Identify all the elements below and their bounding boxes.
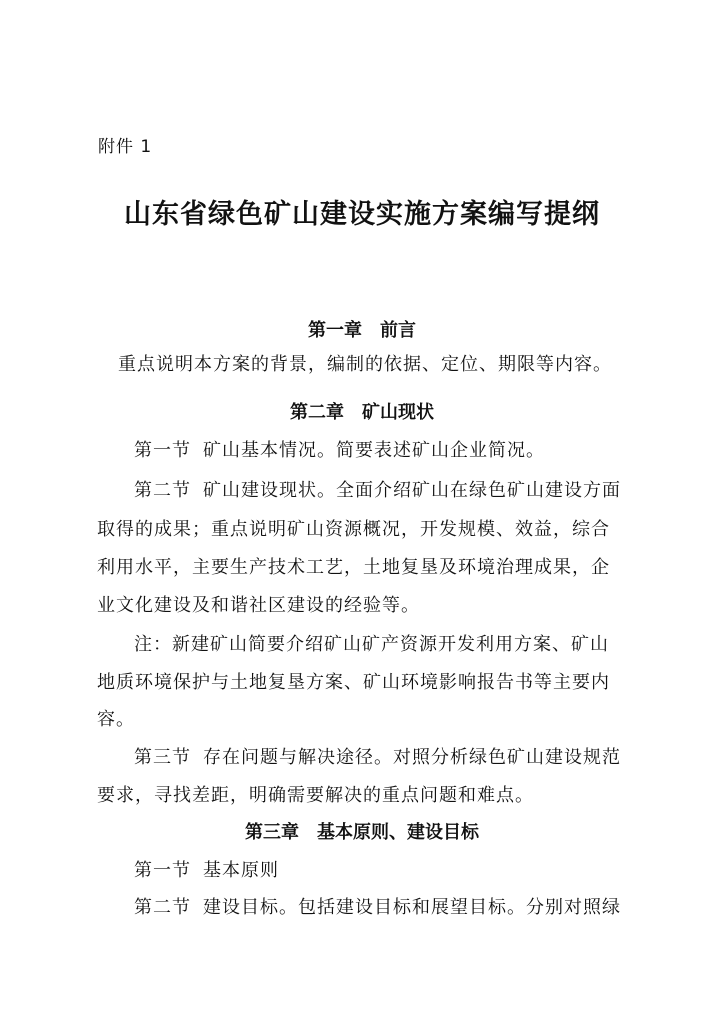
chapter2-section2-line-2: 取得的成果；重点说明矿山资源概况，开发规模、效益，综合	[97, 519, 610, 540]
section-label: 第一节	[134, 860, 191, 881]
chapter2-heading: 第二章 矿山现状	[290, 402, 434, 423]
document-title: 山东省绿色矿山建设实施方案编写提纲	[124, 199, 600, 230]
chapter2-section1	[134, 436, 545, 462]
section-text: 矿山建设现状。全面介绍矿山在绿色矿山建设方面	[203, 480, 621, 501]
chapter1-line-1: 重点说明本方案的背景，编制的依据、定位、期限等内容。	[118, 354, 612, 375]
chapter1-heading: 第一章 前言	[308, 320, 416, 341]
section-label: 第三节	[134, 747, 191, 768]
section-text: 矿山基本情况。简要表述矿山企业简况。	[203, 440, 545, 461]
chapter3-section2	[134, 893, 621, 919]
chapter2-note-line-2: 地质环境保护与土地复垦方案、矿山环境影响报告书等主要内	[97, 672, 610, 693]
section-text: 存在问题与解决途径。对照分析绿色矿山建设规范	[203, 747, 621, 768]
chapter2-section2-line-3: 利用水平，主要生产技术工艺，土地复垦及环境治理成果，企	[97, 557, 610, 578]
section-text: 基本原则	[203, 860, 279, 881]
attachment-label: 附件 1	[98, 137, 153, 157]
chapter3-heading: 第三章 基本原则、建设目标	[245, 822, 479, 843]
chapter2-note-line-1: 注：新建矿山简要介绍矿山矿产资源开发利用方案、矿山	[134, 634, 609, 655]
section-text: 建设目标。包括建设目标和展望目标。分别对照绿	[203, 897, 621, 918]
section-label: 第二节	[134, 897, 191, 918]
section-label: 第一节	[134, 440, 191, 461]
chapter2-section3-line-1	[134, 743, 621, 769]
chapter2-note-line-3: 容。	[97, 709, 135, 730]
chapter3-section1	[134, 856, 279, 882]
chapter2-section2-line-4: 业文化建设及和谐社区建设的经验等。	[97, 595, 420, 616]
chapter2-section2-line-1	[134, 476, 621, 502]
section-label: 第二节	[134, 480, 191, 501]
chapter2-section3-line-2: 要求，寻找差距，明确需要解决的重点问题和难点。	[97, 785, 534, 806]
